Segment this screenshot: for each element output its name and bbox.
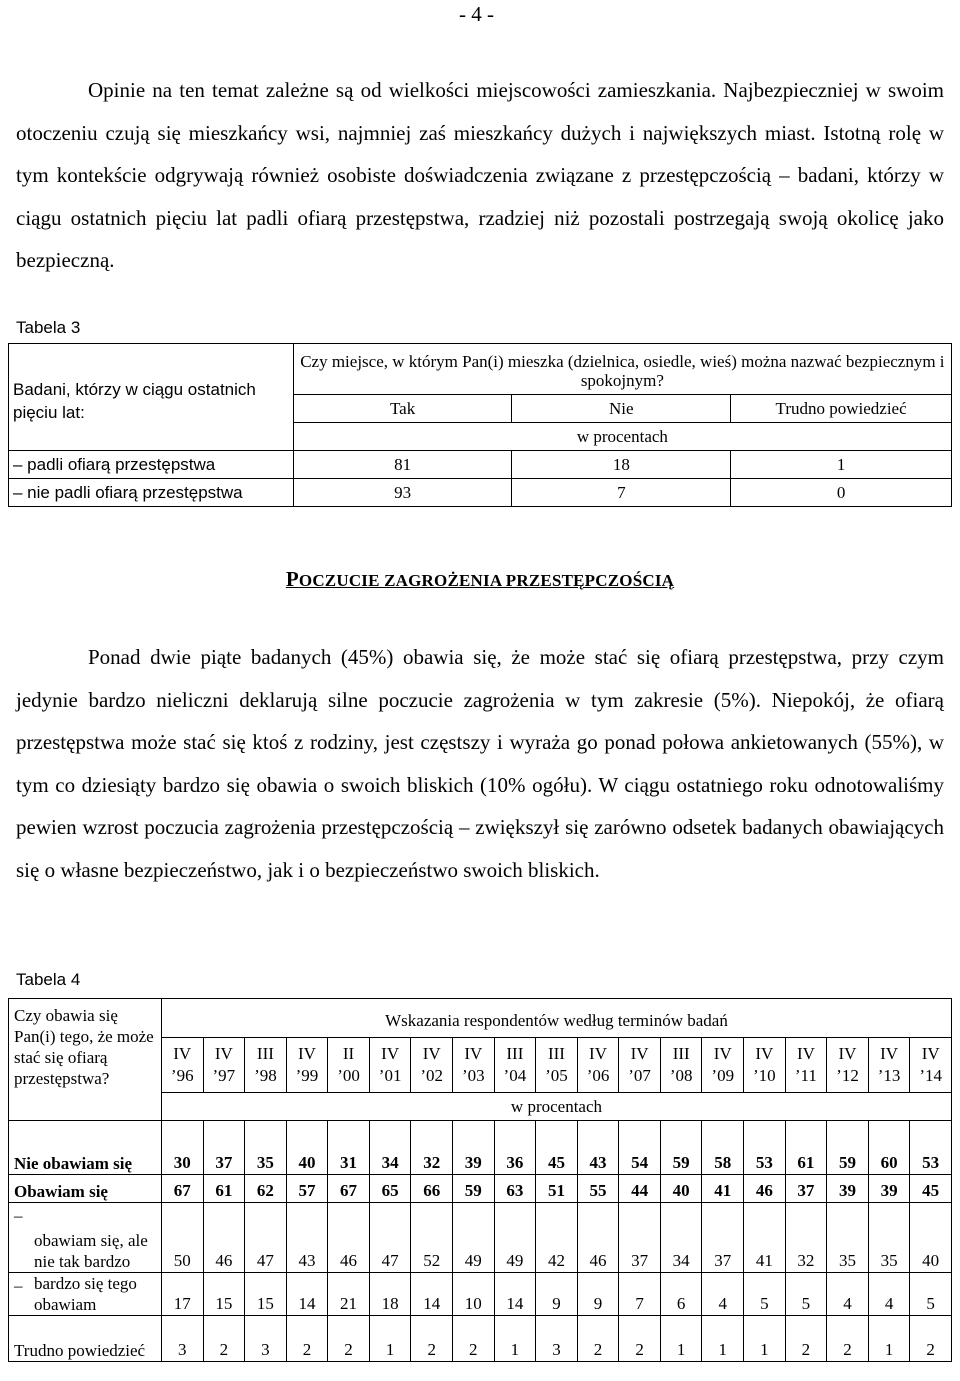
table3-cell: 1: [731, 451, 952, 479]
table4-cell: 50: [161, 1203, 203, 1273]
table4-cell: 52: [411, 1203, 453, 1273]
table4-cell: 44: [619, 1175, 661, 1203]
table4-cell: 4: [827, 1273, 869, 1316]
dash-marker: –: [14, 1206, 23, 1225]
table4-cell: 14: [494, 1273, 536, 1316]
term-month: III: [672, 1044, 690, 1063]
table4-cell: 37: [785, 1175, 827, 1203]
table4-cell: 1: [660, 1316, 702, 1362]
term-year: ’02: [420, 1066, 444, 1085]
table4-cell: 39: [868, 1175, 910, 1203]
row-label-text: Trudno powiedzieć: [14, 1341, 146, 1360]
table4-cell: 18: [369, 1273, 411, 1316]
table3-cell: 81: [293, 451, 512, 479]
table4-cell: 60: [868, 1121, 910, 1175]
term-year: ’99: [295, 1066, 319, 1085]
table4-cell: 59: [660, 1121, 702, 1175]
table4-cell: 1: [702, 1316, 744, 1362]
table3-row-label: – padli ofiarą przestępstwa: [9, 451, 294, 479]
table4-cell: 40: [660, 1175, 702, 1203]
table3-row-label: – nie padli ofiarą przestępstwa: [9, 479, 294, 507]
table4-cell: 66: [411, 1175, 453, 1203]
table3-col-header: Nie: [512, 395, 731, 423]
term-year: ’97: [212, 1066, 236, 1085]
table4-cell: 1: [369, 1316, 411, 1362]
table4-cell: 43: [577, 1121, 619, 1175]
table4-cell: 47: [369, 1203, 411, 1273]
term-month: IV: [921, 1044, 940, 1063]
table3-caption: Tabela 3: [16, 318, 81, 337]
table4-cell: 41: [702, 1175, 744, 1203]
term-year: ’14: [919, 1066, 943, 1085]
table4-cell: 46: [203, 1203, 245, 1273]
term-month: IV: [713, 1044, 732, 1063]
table3-cell: 93: [293, 479, 512, 507]
table4-term-header: [536, 1038, 578, 1093]
term-year: ’07: [628, 1066, 651, 1085]
table4-cell: 2: [203, 1316, 245, 1362]
table4-cell: 3: [161, 1316, 203, 1362]
table4-cell: 34: [369, 1121, 411, 1175]
term-month: IV: [214, 1044, 233, 1063]
term-year: ’01: [378, 1066, 402, 1085]
paragraph-fear: Ponad dwie piąte badanych (45%) obawia się, że może stać się ofiarą przestępstwa, przy czym jedynie bardzo nieliczni deklarują silne poczucie zagrożenia w tym zakresie (5%). Niepokój, że ofiarą przestępstwa może stać się ktoś z rodziny, jest częstszy i wyraża go ponad połowa ankietowanych (55%), w tym co dziesiąty bardzo się obawia o swoich bliskich (10% ogółu). W ciągu ostatniego roku odnotowaliśmy pewien wzrost poczucia zagrożenia przestępczością – zwiększył się zarówno odsetek badanych obawiających się o własne bezpieczeństwo, jak i o bezpieczeństwo swoich bliskich.: [16, 645, 944, 882]
table4-cell: 57: [286, 1175, 328, 1203]
term-year: ’13: [877, 1066, 901, 1085]
table4-cell: 2: [827, 1316, 869, 1362]
table4-cell: 2: [577, 1316, 619, 1362]
table4-cell: 2: [328, 1316, 370, 1362]
table3-col-header: Tak: [293, 395, 512, 423]
table3-cell: 0: [731, 479, 952, 507]
table-4: [8, 998, 952, 1362]
table-row: [9, 451, 952, 479]
table4-row-label: [9, 1273, 162, 1316]
table4-cell: 17: [161, 1273, 203, 1316]
table4-cell: 1: [868, 1316, 910, 1362]
term-year: ’08: [669, 1066, 693, 1085]
table4-cell: 6: [660, 1273, 702, 1316]
table4-cell: 2: [453, 1316, 495, 1362]
table-row: [9, 1316, 952, 1362]
table4-cell: 4: [868, 1273, 910, 1316]
table4-cell: 32: [411, 1121, 453, 1175]
dash-marker: –: [14, 1276, 23, 1295]
term-month: II: [342, 1044, 355, 1063]
table-3: [8, 343, 952, 507]
table4-row-label: [9, 1316, 162, 1362]
table4-cell: 45: [536, 1121, 578, 1175]
table4-term-header: [702, 1038, 744, 1093]
row-label-text: obawiam się, ale nie tak bardzo: [34, 1231, 148, 1271]
term-year: ’09: [711, 1066, 735, 1085]
table4-term-header: [369, 1038, 411, 1093]
table4-cell: 42: [536, 1203, 578, 1273]
term-year: ’11: [794, 1066, 817, 1085]
table4-cell: 41: [744, 1203, 786, 1273]
table3-question: Czy miejsce, w którym Pan(i) mieszka (dzielnica, osiedle, wieś) można nazwać bezpiecznym i spokojnym?: [293, 344, 951, 395]
table3-cell: 7: [512, 479, 731, 507]
table4-cell: 53: [744, 1121, 786, 1175]
table4-cell: 40: [910, 1203, 952, 1273]
table4-term-header: [328, 1038, 370, 1093]
table4-cell: 67: [328, 1175, 370, 1203]
table4-cell: 2: [619, 1316, 661, 1362]
table4-cell: 62: [245, 1175, 287, 1203]
table4-term-header: [785, 1038, 827, 1093]
table4-cell: 67: [161, 1175, 203, 1203]
term-year: ’04: [503, 1066, 527, 1085]
table4-cell: 61: [203, 1175, 245, 1203]
table4-cell: 31: [328, 1121, 370, 1175]
table4-cell: 21: [328, 1273, 370, 1316]
table-row: [9, 1203, 952, 1273]
table4-cell: 49: [453, 1203, 495, 1273]
term-month: IV: [838, 1044, 857, 1063]
table3-row-header: Badani, którzy w ciągu ostatnich pięciu lat:: [9, 344, 294, 451]
table4-cell: 58: [702, 1121, 744, 1175]
table4-cell: 53: [910, 1121, 952, 1175]
table4-row-label: [9, 1203, 162, 1273]
table3-col-header: Trudno powiedzieć: [731, 395, 952, 423]
table4-term-header: [453, 1038, 495, 1093]
table4-cell: 35: [868, 1203, 910, 1273]
table4-term-header: [411, 1038, 453, 1093]
term-month: IV: [173, 1044, 192, 1063]
table4-cell: 55: [577, 1175, 619, 1203]
table4-cell: 1: [744, 1316, 786, 1362]
row-label-text: bardzo się tego obawiam: [34, 1274, 137, 1314]
term-month: III: [256, 1044, 274, 1063]
section-heading: POCZUCIE ZAGROŻENIA PRZESTĘPCZOŚCIĄ: [285, 567, 675, 591]
term-year: ’06: [586, 1066, 610, 1085]
term-year: ’03: [461, 1066, 485, 1085]
table4-cell: 2: [785, 1316, 827, 1362]
term-month: IV: [589, 1044, 607, 1063]
table4-cell: 4: [702, 1273, 744, 1316]
term-month: IV: [755, 1044, 774, 1063]
table4-cell: 47: [245, 1203, 287, 1273]
term-month: IV: [880, 1044, 899, 1063]
table4-cell: 14: [286, 1273, 328, 1316]
table4-cell: 34: [660, 1203, 702, 1273]
table4-cell: 32: [785, 1203, 827, 1273]
term-year: ’98: [254, 1066, 277, 1085]
table4-cell: 5: [744, 1273, 786, 1316]
table4-term-header: [494, 1038, 536, 1093]
table4-cell: 43: [286, 1203, 328, 1273]
term-month: IV: [298, 1044, 316, 1063]
table4-question: Czy obawia się Pan(i) tego, że może stać się ofiarą przestępstwa?: [9, 999, 162, 1121]
table4-caption: Tabela 4: [16, 970, 81, 989]
table4-cell: 3: [536, 1316, 578, 1362]
table4-cell: 46: [744, 1175, 786, 1203]
table4-cell: 59: [453, 1175, 495, 1203]
table-row: [9, 1273, 952, 1316]
term-month: IV: [630, 1044, 649, 1063]
table4-term-header: [910, 1038, 952, 1093]
table4-cell: 46: [577, 1203, 619, 1273]
term-month: IV: [381, 1044, 400, 1063]
table4-row-label: [9, 1121, 162, 1175]
table4-cell: 2: [910, 1316, 952, 1362]
table4-cell: 61: [785, 1121, 827, 1175]
table4-term-header: [744, 1038, 786, 1093]
table-row: [9, 1175, 952, 1203]
table4-cell: 15: [245, 1273, 287, 1316]
table-row: [9, 479, 952, 507]
table4-cell: 40: [286, 1121, 328, 1175]
table4-cell: 2: [286, 1316, 328, 1362]
term-year: ’10: [753, 1066, 776, 1085]
table4-cell: 1: [494, 1316, 536, 1362]
table4-term-header: [161, 1038, 203, 1093]
paragraph-intro: Opinie na ten temat zależne są od wielkości miejscowości zamieszkania. Najbezpieczniej w swoim otoczeniu czują się mieszkańcy wsi, najmniej zaś mieszkańcy dużych i największych miast. Istotną rolę w tym kontekście odgrywają również osobiste doświadczenia związane z przestępczością – badani, którzy w ciągu ostatnich pięciu lat padli ofiarą przestępstwa, rzadziej niż pozostali postrzegają swoją okolicę jako bezpieczną.: [16, 78, 944, 272]
table4-cell: 14: [411, 1273, 453, 1316]
table4-cell: 37: [702, 1203, 744, 1273]
term-month: IV: [464, 1044, 483, 1063]
table4-header: Wskazania respondentów według terminów badań: [161, 999, 951, 1038]
table4-term-header: [203, 1038, 245, 1093]
table4-cell: 9: [577, 1273, 619, 1316]
table4-cell: 63: [494, 1175, 536, 1203]
table4-cell: 35: [245, 1121, 287, 1175]
table3-unit: w procentach: [293, 423, 951, 451]
table4-cell: 37: [619, 1203, 661, 1273]
table4-cell: 37: [203, 1121, 245, 1175]
table4-term-header: [868, 1038, 910, 1093]
table4-cell: 2: [411, 1316, 453, 1362]
table4-term-header: [827, 1038, 869, 1093]
term-year: ’00: [337, 1066, 360, 1085]
term-year: ’05: [545, 1066, 568, 1085]
table4-cell: 45: [910, 1175, 952, 1203]
table4-cell: 65: [369, 1175, 411, 1203]
term-month: III: [506, 1044, 524, 1063]
term-month: III: [547, 1044, 565, 1063]
table4-term-header: [660, 1038, 702, 1093]
table-row: [9, 1121, 952, 1175]
table4-cell: 10: [453, 1273, 495, 1316]
table4-cell: 46: [328, 1203, 370, 1273]
table4-term-header: [245, 1038, 287, 1093]
term-year: ’12: [836, 1066, 859, 1085]
table4-cell: 51: [536, 1175, 578, 1203]
term-month: IV: [796, 1044, 815, 1063]
table4-cell: 54: [619, 1121, 661, 1175]
table4-row-label: [9, 1175, 162, 1203]
table4-cell: 36: [494, 1121, 536, 1175]
term-month: IV: [422, 1044, 441, 1063]
table4-term-header: [286, 1038, 328, 1093]
table4-cell: 35: [827, 1203, 869, 1273]
table4-cell: 9: [536, 1273, 578, 1316]
table4-cell: 7: [619, 1273, 661, 1316]
table4-cell: 3: [245, 1316, 287, 1362]
term-year: ’96: [170, 1066, 194, 1085]
table4-cell: 39: [453, 1121, 495, 1175]
row-label-text: Obawiam się: [14, 1182, 108, 1201]
table4-cell: 15: [203, 1273, 245, 1316]
page-number: - 4 -: [459, 2, 494, 26]
table4-cell: 49: [494, 1203, 536, 1273]
table4-term-header: [577, 1038, 619, 1093]
table4-cell: 39: [827, 1175, 869, 1203]
table4-term-header: [619, 1038, 661, 1093]
table4-cell: 5: [910, 1273, 952, 1316]
table4-cell: 30: [161, 1121, 203, 1175]
table4-unit: w procentach: [161, 1093, 951, 1121]
row-label-text: Nie obawiam się: [14, 1154, 133, 1173]
table4-cell: 59: [827, 1121, 869, 1175]
table4-cell: 5: [785, 1273, 827, 1316]
table3-cell: 18: [512, 451, 731, 479]
